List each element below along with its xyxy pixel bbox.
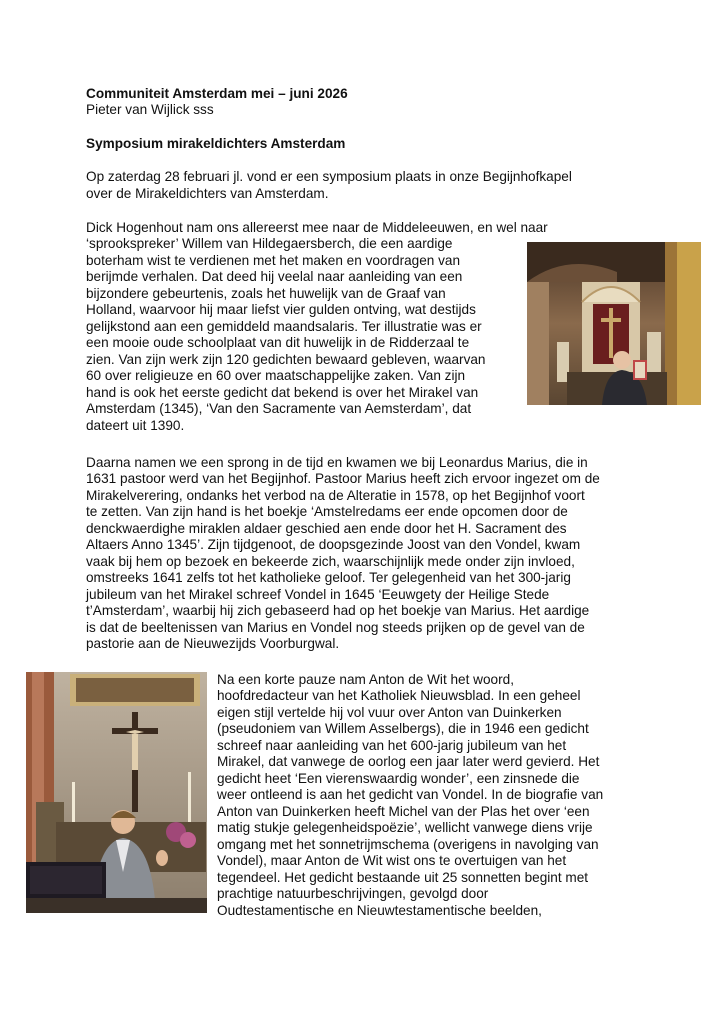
- para3-line: hoofdredacteur van het Katholiek Nieuwsblad. In een geheel: [217, 688, 581, 703]
- para1-line: zien. Van zijn werk zijn 120 gedichten bewaard gebleven, waarvan: [86, 352, 486, 367]
- speaker-crucifix-photo: [26, 672, 207, 913]
- para3-line: Na een korte pauze nam Anton de Wit het woord,: [217, 672, 514, 687]
- para3-line: omgang met het sonnetrijmschema (overigens in navolging van: [217, 837, 599, 852]
- para2-line: denckwaerdighe miraklen aldaer geschied aen ende door het H. Sacrament des: [86, 521, 567, 536]
- para3-line: weer ontleend is aan het gedicht van Vondel. In de biografie van: [217, 787, 604, 802]
- para3-line: tegendeel. Het gedicht bestaande uit 25 sonnetten begint met: [217, 870, 589, 885]
- para1-line: gelijkstond aan een gemiddeld maandsalaris. Ter illustratie was er: [86, 319, 482, 334]
- para1-line: dateert uit 1390.: [86, 418, 185, 433]
- para1-line: berijmde verhalen. Dat deed hij veelal naar aanleiding van een: [86, 269, 463, 284]
- chapel-speaker-photo: [527, 242, 701, 405]
- para3-line: Oudtestamentische en Nieuwtestamentische beelden,: [217, 903, 542, 918]
- para2-line: Mirakelverering, ondanks het verbod na de Alteratie in 1578, op het Begijnhof voort: [86, 488, 585, 503]
- para2-line: jubileum van het Mirakel schreef Vondel in 1645 ‘Eeuwgety der Heilige Stede: [86, 587, 550, 602]
- para1-line: Dick Hogenhout nam ons allereerst mee naar de Middeleeuwen, en wel naar: [86, 220, 548, 235]
- document-author: Pieter van Wijlick sss: [86, 102, 214, 117]
- para2-line: 1631 pastoor werd van het Begijnhof. Pastoor Marius heeft zich ervoor ingezet om de: [86, 471, 600, 486]
- para3-line: gedicht heet ‘Een vierenswaardig wonder’, een zinsnede die: [217, 771, 580, 786]
- para3-line: Vondel), maar Anton de Wit wist ons te overtuigen van het: [217, 853, 567, 868]
- para1-line: Amsterdam (1345), ‘Van den Sacramente van Aemsterdam’, dat: [86, 401, 472, 416]
- para2-line: vaak bij hem op bezoek en bekeerde zich, waarschijnlijk mede onder zijn invloed,: [86, 554, 575, 569]
- para1-line: een mooie oude schoolplaat van dit huwelijk in de Ridderzaal te: [86, 335, 470, 350]
- para1-line: boterham wist te verdienen met het maken en voordragen van: [86, 253, 461, 268]
- para2-line: is dat de beeltenissen van Marius en Vondel nog steeds prijken op de gevel van de: [86, 620, 585, 635]
- para1-line: Holland, waarvoor hij maar liefst vier gulden ontving, wat destijds: [86, 302, 476, 317]
- para3-line: matig stukje gelegenheidspoëzie’, wellicht vanwege diens vrije: [217, 820, 593, 835]
- para3-line: prachtige natuurbeschrijvingen, gevolgd door: [217, 886, 489, 901]
- para3-line: Mirakel, dat vanwege de oorlog een jaar later werd gevierd. Het: [217, 754, 600, 769]
- intro-line: over de Mirakeldichters van Amsterdam.: [86, 186, 329, 201]
- para2-line: omstreeks 1641 zelfs tot het katholieke geloof. Ter gelegenheid van het 300-jarig: [86, 570, 571, 585]
- document-title: Communiteit Amsterdam mei – juni 2026: [86, 86, 348, 101]
- section-title: Symposium mirakeldichters Amsterdam: [86, 136, 346, 151]
- para2-line: te zetten. Van zijn hand is het boekje ‘Amstelredams eer ende opcomen door de: [86, 504, 568, 519]
- para1-line: hand is ook het eerste gedicht dat bekend is over het Mirakel van: [86, 385, 479, 400]
- para1-line: bijzondere gebeurtenis, zoals het huwelijk van de Graaf van: [86, 286, 446, 301]
- para3-line: schreef naar aanleiding van het 600-jarig jubileum van het: [217, 738, 567, 753]
- para3-line: (pseudoniem van Willem Asselbergs), die in 1946 een gedicht: [217, 721, 589, 736]
- para3-line: eigen stijl vertelde hij vol vuur over Anton van Duinkerken: [217, 705, 562, 720]
- para3-line: Anton van Duinkerken heeft Michel van der Plas het over ‘een: [217, 804, 590, 819]
- para2-line: Altaers Anno 1345’. Zijn tijdgenoot, de doopsgezinde Joost van den Vondel, kwam: [86, 537, 581, 552]
- para2-line: pastorie aan de Nieuwezijds Voorburgwal.: [86, 636, 340, 651]
- para2-line: t’Amsterdam’, waarbij hij zich gebaseerd had op het boekje van Marius. Het aardige: [86, 603, 590, 618]
- intro-line: Op zaterdag 28 februari jl. vond er een symposium plaats in onze Begijnhofkapel: [86, 169, 572, 184]
- para1-line: 60 over religieuze en 60 over maatschappelijke zaken. Van zijn: [86, 368, 466, 383]
- para2-line: Daarna namen we een sprong in de tijd en kwamen we bij Leonardus Marius, die in: [86, 455, 588, 470]
- para1-line: ‘sprookspreker’ Willem van Hildegaersberch, die een aardige: [86, 236, 453, 251]
